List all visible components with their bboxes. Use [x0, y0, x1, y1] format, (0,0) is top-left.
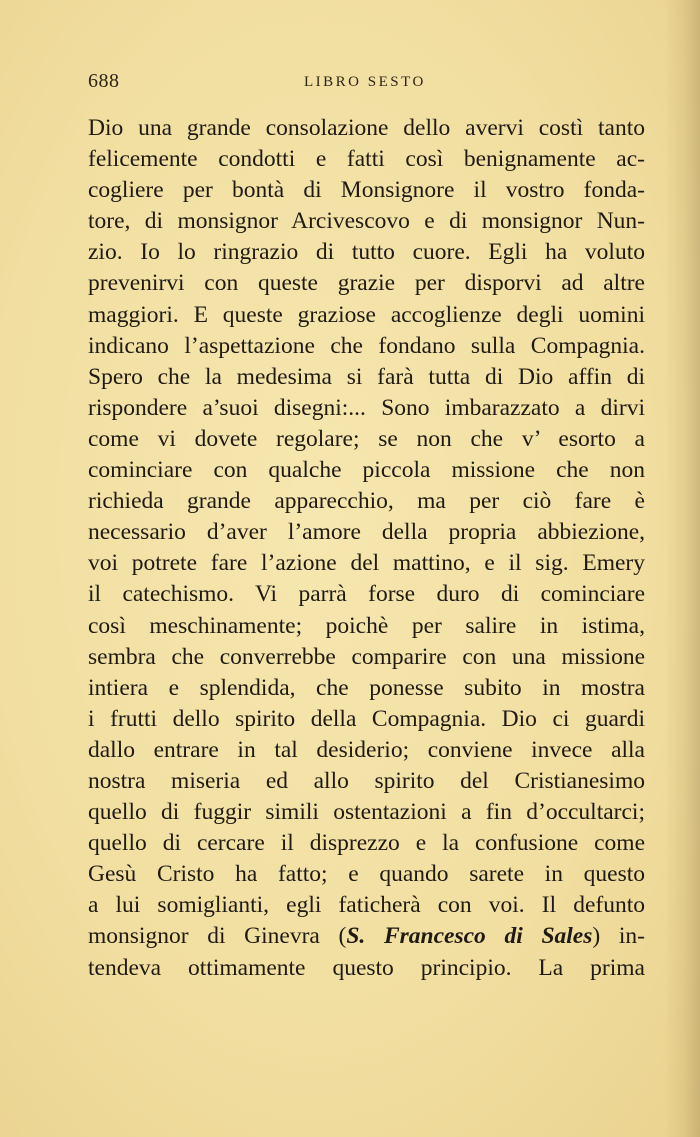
text-line: a lui somiglianti, egli faticherà con voi. Il defunto	[88, 892, 645, 919]
text-line-with-italic	[88, 921, 645, 952]
text-line: sembra che converrebbe comparire con una missione	[88, 643, 645, 670]
running-head: LIBRO SESTO	[304, 74, 426, 90]
text-line: come vi dovete regolare; se non che v’ esorto a	[88, 425, 645, 452]
text-line: indicano l’aspettazione che fondano sulla Compagnia.	[88, 332, 645, 359]
text-line: quello di fuggir simili ostentazioni a fin d’occultarci;	[88, 799, 645, 826]
text-line: voi potrete fare l’azione del mattino, e il sig. Emery	[88, 550, 645, 577]
text-line: zio. Io lo ringrazio di tutto cuore. Egli ha voluto	[88, 239, 645, 266]
text-line: necessario d’aver l’amore della propria abbiezione,	[88, 519, 645, 546]
text-line: prevenirvi con queste grazie per disporvi ad altre	[88, 270, 645, 297]
page-number: 688	[88, 70, 120, 92]
text-line: rispondere a’suoi disegni:... Sono imbarazzato a dirvi	[88, 394, 645, 421]
text-line: Spero che la medesima si farà tutta di Dio affin di	[88, 363, 645, 390]
text-line: dallo entrare in tal desiderio; conviene invece alla	[88, 736, 645, 763]
text-fragment: ) in-	[592, 923, 645, 950]
text-line: i frutti dello spirito della Compagnia. Dio ci guardi	[88, 705, 645, 732]
text-line: cogliere per bontà di Monsignore il vostro fonda-	[88, 177, 645, 204]
text-line: Dio una grande consolazione dello avervi costì tanto	[88, 115, 645, 141]
italic-name: S. Francesco di Sales	[346, 923, 593, 950]
text-line: il catechismo. Vi parrà forse duro di cominciare	[88, 581, 645, 608]
text-line: nostra miseria ed allo spirito del Cristianesimo	[88, 767, 645, 794]
text-line: Gesù Cristo ha fatto; e quando sarete in questo	[88, 861, 645, 888]
text-line: intiera e splendida, che ponesse subito in mostra	[88, 674, 645, 701]
text-line: tendeva ottimamente questo principio. La prima	[88, 954, 645, 981]
text-line: quello di cercare il disprezzo e la confusione come	[88, 830, 645, 857]
text-fragment: monsignor di Ginevra (	[88, 923, 347, 950]
text-line: maggiori. E queste graziose accoglienze degli uomini	[88, 301, 645, 328]
body-text	[88, 113, 645, 984]
text-line: cominciare con qualche piccola missione che non	[88, 457, 645, 484]
page-header	[88, 70, 645, 96]
text-line: così meschinamente; poichè per salire in istima,	[88, 612, 645, 639]
text-line: tore, di monsignor Arcivescovo e di monsignor Nun-	[88, 208, 645, 235]
text-line: richieda grande apparecchio, ma per ciò fare è	[88, 488, 645, 515]
text-line: felicemente condotti e fatti così benignamente ac-	[88, 146, 645, 173]
page-edge-shadow	[664, 0, 700, 1137]
